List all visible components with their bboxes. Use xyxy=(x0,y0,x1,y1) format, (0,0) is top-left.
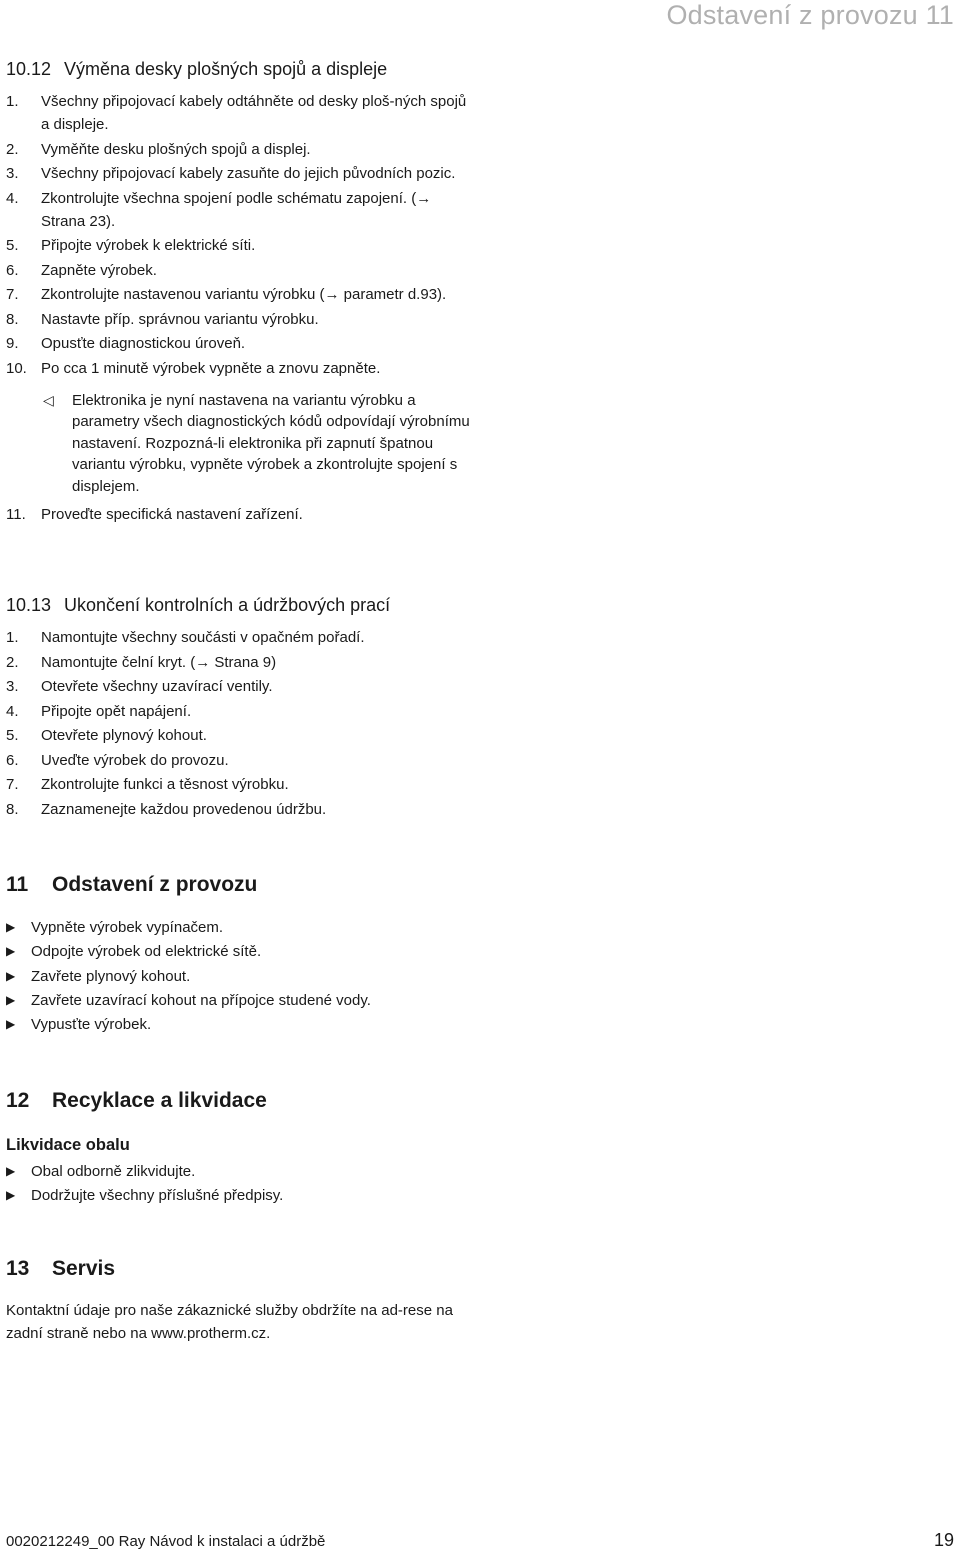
step-number: 8. xyxy=(6,310,19,328)
step-number: 5. xyxy=(6,727,19,744)
step-text: Otevřete všechny uzavírací ventily. xyxy=(41,678,273,695)
step-text: Namontujte čelní kryt. (→ Strana 9) xyxy=(41,653,277,671)
step-item xyxy=(6,651,476,674)
step-text: Všechny připojovací kabely zasuňte do jejich původních pozic. xyxy=(41,165,456,182)
chapter-number: 12 xyxy=(6,1089,30,1112)
step-number: 6. xyxy=(6,261,19,279)
step-list xyxy=(6,90,476,380)
bullet-arrow-icon: ▶ xyxy=(6,944,16,959)
step-number: 10. xyxy=(6,359,27,377)
step-text: Otevřete plynový kohout. xyxy=(41,727,207,744)
step-text: Nastavte příp. správnou variantu výrobku. xyxy=(41,310,319,328)
bullet-text: Zavřete uzavírací kohout na přípojce studené vody. xyxy=(31,991,371,1009)
section-number: 10.12 xyxy=(6,59,52,79)
step-item xyxy=(6,700,476,723)
bullet-item xyxy=(6,1160,476,1183)
step-text: Připojte výrobek k elektrické síti. xyxy=(41,237,256,254)
step-item xyxy=(6,234,476,257)
step-item xyxy=(6,332,476,355)
step-item xyxy=(6,283,476,306)
section-number: 10.13 xyxy=(6,595,52,615)
step-item xyxy=(6,626,476,649)
section-12 xyxy=(6,1088,476,1209)
bullet-arrow-icon: ▶ xyxy=(6,992,16,1007)
step-number: 3. xyxy=(6,678,19,695)
bullet-item xyxy=(6,989,476,1012)
step-item xyxy=(6,503,476,526)
step-item xyxy=(6,675,476,698)
bullet-item xyxy=(6,1184,476,1207)
step-text: Po cca 1 minutě výrobek vypněte a znovu zapněte. xyxy=(41,359,381,377)
bullet-arrow-icon: ▶ xyxy=(6,1017,16,1032)
step-text: Zapněte výrobek. xyxy=(41,261,157,279)
bullet-text: Obal odborně zlikvidujte. xyxy=(31,1163,196,1180)
step-number: 4. xyxy=(6,189,19,207)
chapter-heading xyxy=(6,1088,476,1114)
step-item xyxy=(6,773,476,796)
step-number: 3. xyxy=(6,165,19,182)
bullet-text: Vypusťte výrobek. xyxy=(31,1016,152,1034)
page-number: 19 xyxy=(933,1530,954,1550)
step-item xyxy=(6,162,476,185)
bullet-text: Zavřete plynový kohout. xyxy=(31,967,191,985)
step-text: Zkontrolujte nastavenou variantu výrobku (→ parametr d.93). xyxy=(41,286,447,303)
bullet-arrow-icon: ▶ xyxy=(6,968,16,983)
bullet-text: Vypněte výrobek vypínačem. xyxy=(31,919,224,936)
bullet-text: Dodržujte všechny příslušné předpisy. xyxy=(31,1187,284,1205)
step-number: 7. xyxy=(6,286,19,303)
bullet-item xyxy=(6,916,476,939)
step-text: Zkontrolujte všechna spojení podle schématu zapojení. (→ Strana 23). xyxy=(41,189,432,230)
step-item xyxy=(6,90,476,136)
step-text: Proveďte specifická nastavení zařízení. xyxy=(41,506,303,524)
bullet-arrow-icon: ▶ xyxy=(6,1188,16,1203)
step-list xyxy=(6,503,476,526)
chapter-heading xyxy=(6,1256,476,1282)
step-text: Všechny připojovací kabely odtáhněte od desky ploš-ných spojů a displeje. xyxy=(41,93,467,133)
bullet-item xyxy=(6,940,476,963)
bullet-list xyxy=(6,916,476,1036)
bullet-arrow-icon: ▶ xyxy=(6,920,16,934)
step-number: 6. xyxy=(6,751,19,769)
bullet-text: Odpojte výrobek od elektrické sítě. xyxy=(31,943,262,961)
chapter-title: Servis xyxy=(52,1257,116,1280)
step-item xyxy=(6,724,476,747)
step-item xyxy=(6,308,476,331)
bullet-arrow-icon: ▶ xyxy=(6,1164,16,1178)
subheading: Likvidace obalu xyxy=(6,1136,130,1154)
bullet-item xyxy=(6,965,476,988)
step-item xyxy=(6,749,476,772)
step-item xyxy=(6,138,476,161)
result-text: Elektronika je nyní nastavena na variantu výrobku a parametry všech diagnostických kódů odpovídají výrobnímu nastavení. Rozpozná-li elektronika při zapnutí špatnou variantu výrobku, vypněte výrobek a zkontrolujte spojení s displejem. xyxy=(72,391,470,495)
step-number: 1. xyxy=(6,93,19,110)
step-item xyxy=(6,259,476,282)
step-list xyxy=(6,626,476,821)
section-10-13 xyxy=(6,594,476,822)
bullet-list xyxy=(6,1160,476,1207)
step-number: 4. xyxy=(6,702,19,720)
chapter-number: 13 xyxy=(6,1257,30,1280)
step-text: Zaznamenejte každou provedenou údržbu. xyxy=(41,800,327,818)
running-header: Odstavení z provozu 11 xyxy=(666,0,954,30)
step-item xyxy=(6,357,476,380)
contact-paragraph: Kontaktní údaje pro naše zákaznické služby obdržíte na ad-rese na zadní straně nebo na www.protherm.cz. xyxy=(6,1302,453,1342)
step-item xyxy=(6,187,476,233)
section-13 xyxy=(6,1256,476,1345)
step-text: Uveďte výrobek do provozu. xyxy=(41,751,229,769)
step-item xyxy=(6,798,476,821)
step-number: 5. xyxy=(6,237,19,254)
section-10-12 xyxy=(6,58,476,528)
chapter-title: Recyklace a likvidace xyxy=(52,1089,267,1112)
step-number: 2. xyxy=(6,653,19,671)
section-11 xyxy=(6,872,476,1037)
step-number: 7. xyxy=(6,776,19,793)
step-text: Opusťte diagnostickou úroveň. xyxy=(41,335,246,352)
step-text: Vyměňte desku plošných spojů a displej. xyxy=(41,140,311,158)
chapter-number: 11 xyxy=(6,873,29,896)
chapter-title: Odstavení z provozu xyxy=(52,873,258,896)
step-text: Připojte opět napájení. xyxy=(41,702,192,720)
step-number: 2. xyxy=(6,140,19,158)
step-number: 9. xyxy=(6,335,19,352)
section-title: Výměna desky plošných spojů a displeje xyxy=(64,59,388,79)
step-number: 11. xyxy=(6,506,26,524)
step-text: Namontujte všechny součásti v opačném pořadí. xyxy=(41,629,365,646)
section-title: Ukončení kontrolních a údržbových prací xyxy=(64,595,391,615)
footer-document-label: 0020212249_00 Ray Návod k instalaci a údržbě xyxy=(6,1533,326,1550)
bullet-item xyxy=(6,1013,476,1036)
step-text: Zkontrolujte funkci a těsnost výrobku. xyxy=(41,776,289,793)
section-heading xyxy=(6,594,476,616)
step-number: 1. xyxy=(6,629,19,646)
step-number: 8. xyxy=(6,800,19,818)
result-note xyxy=(6,390,476,498)
chapter-heading xyxy=(6,872,476,898)
result-triangle-icon: ◁ xyxy=(43,391,54,408)
section-heading xyxy=(6,58,476,80)
